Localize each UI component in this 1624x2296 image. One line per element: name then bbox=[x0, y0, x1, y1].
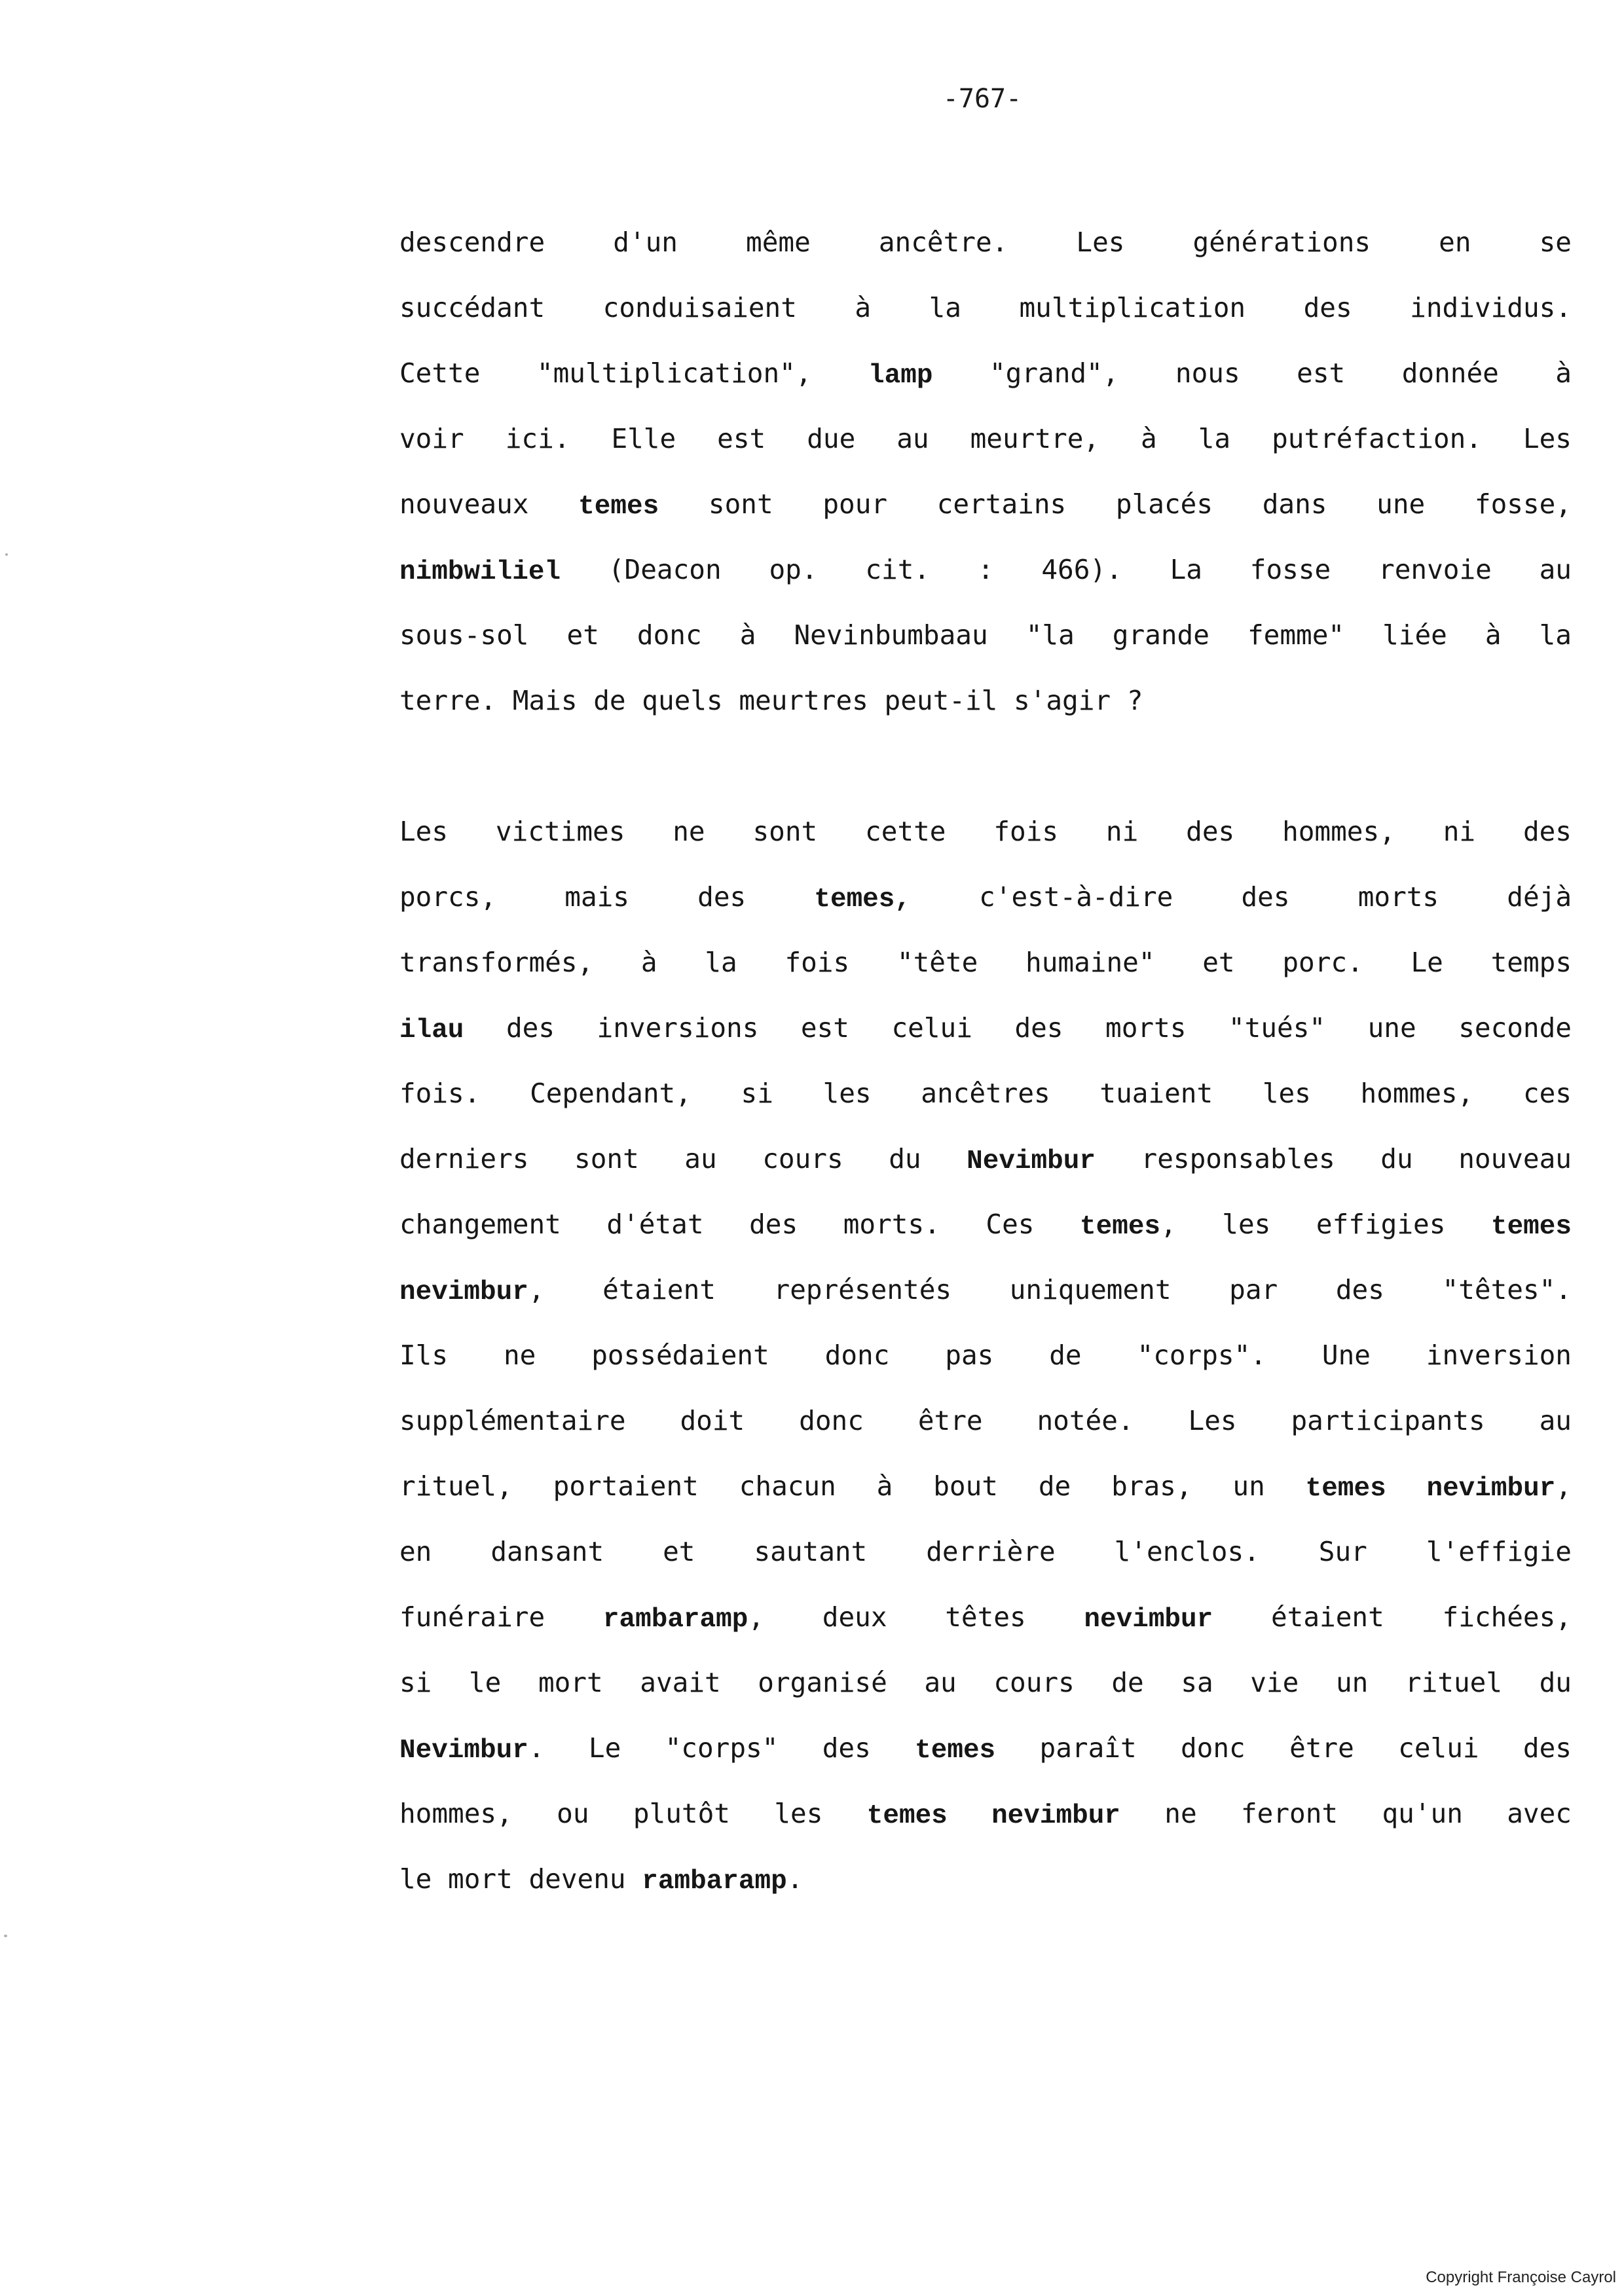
text-line bbox=[399, 1388, 1572, 1453]
vernacular-term: ilau bbox=[399, 1015, 464, 1046]
text-run: , les effigies bbox=[1160, 1209, 1491, 1240]
vernacular-term: nevimbur bbox=[399, 1277, 528, 1307]
text-run: derniers sont au cours du bbox=[399, 1143, 967, 1175]
text-run: le mort devenu bbox=[399, 1863, 642, 1895]
vernacular-term: temes bbox=[915, 1736, 996, 1766]
text-run: rituel, portaient chacun à bout de bras, un bbox=[399, 1470, 1306, 1502]
vernacular-term: lamp bbox=[868, 361, 933, 391]
text-run: Les victimes ne sont cette fois ni des hommes, ni des bbox=[399, 816, 1572, 847]
vernacular-term: rambaramp bbox=[602, 1605, 748, 1635]
text-line bbox=[399, 471, 1572, 537]
text-run: c'est-à-dire des morts déjà bbox=[910, 881, 1572, 913]
text-run: succédant conduisaient à la multiplication des individus. bbox=[399, 292, 1572, 323]
vernacular-term: temes bbox=[1080, 1212, 1161, 1242]
text-run: Ils ne possédaient donc pas de "corps". Une inversion bbox=[399, 1339, 1572, 1371]
paragraph-gap bbox=[399, 733, 1572, 799]
text-line bbox=[399, 995, 1572, 1061]
text-run: sous-sol et donc à Nevinbumbaau "la grande femme" liée à la bbox=[399, 619, 1572, 651]
text-run: supplémentaire doit donc être notée. Les participants au bbox=[399, 1405, 1572, 1436]
vernacular-term: Nevimbur bbox=[967, 1146, 1096, 1176]
text-line bbox=[399, 210, 1572, 275]
vernacular-term: temes nevimbur bbox=[866, 1801, 1120, 1831]
body-text bbox=[399, 210, 1572, 1912]
text-line bbox=[399, 1257, 1572, 1322]
text-line bbox=[399, 1519, 1572, 1584]
text-run: , bbox=[1555, 1470, 1572, 1502]
text-line bbox=[399, 340, 1572, 406]
text-run: (Deacon op. cit. : 466). La fosse renvoie au bbox=[561, 554, 1572, 585]
text-line bbox=[399, 864, 1572, 930]
text-run: hommes, ou plutôt les bbox=[399, 1798, 867, 1829]
text-line bbox=[399, 537, 1572, 602]
vernacular-term: rambaramp bbox=[642, 1867, 787, 1897]
vernacular-term: temes nevimbur bbox=[1305, 1474, 1556, 1504]
vernacular-term: nevimbur bbox=[1084, 1605, 1213, 1635]
text-line bbox=[399, 406, 1572, 471]
text-run: responsables du nouveau bbox=[1095, 1143, 1572, 1175]
vernacular-term: nimbwiliel bbox=[399, 557, 561, 587]
text-line bbox=[399, 1584, 1572, 1650]
vernacular-term: temes bbox=[1490, 1212, 1572, 1242]
text-line bbox=[399, 1061, 1572, 1126]
text-run: "grand", nous est donnée à bbox=[932, 357, 1572, 389]
scan-speck bbox=[4, 1935, 7, 1937]
text-run: terre. Mais de quels meurtres peut-il s'agir ? bbox=[399, 685, 1143, 716]
scan-speck bbox=[5, 553, 8, 556]
page-number: -767- bbox=[942, 84, 1022, 114]
vernacular-term: temes bbox=[578, 492, 659, 522]
text-line bbox=[399, 1453, 1572, 1519]
text-run: nouveaux bbox=[399, 488, 579, 520]
text-run: sont pour certains placés dans une fosse, bbox=[659, 488, 1572, 520]
text-line bbox=[399, 668, 1572, 733]
copyright-notice: Copyright Françoise Cayrol bbox=[1426, 2269, 1616, 2286]
text-line bbox=[399, 1715, 1572, 1781]
text-run: paraît donc être celui des bbox=[995, 1732, 1572, 1764]
text-line bbox=[399, 1322, 1572, 1388]
text-line bbox=[399, 1846, 1572, 1912]
text-run: voir ici. Elle est due au meurtre, à la putréfaction. Les bbox=[399, 423, 1572, 454]
vernacular-term: temes, bbox=[814, 884, 911, 915]
text-run: . Le "corps" des bbox=[528, 1732, 915, 1764]
text-run: fois. Cependant, si les ancêtres tuaient les hommes, ces bbox=[399, 1078, 1572, 1109]
text-run: si le mort avait organisé au cours de sa vie un rituel du bbox=[399, 1667, 1572, 1698]
text-run: descendre d'un même ancêtre. Les générations en se bbox=[399, 227, 1572, 258]
text-line bbox=[399, 275, 1572, 340]
text-run: funéraire bbox=[399, 1601, 603, 1633]
text-run: en dansant et sautant derrière l'enclos. Sur l'effigie bbox=[399, 1536, 1572, 1567]
text-line bbox=[399, 930, 1572, 995]
text-run: changement d'état des morts. Ces bbox=[399, 1209, 1080, 1240]
text-run: . bbox=[786, 1863, 803, 1895]
text-run: porcs, mais des bbox=[399, 881, 815, 913]
text-line bbox=[399, 799, 1572, 864]
text-run: ne feront qu'un avec bbox=[1120, 1798, 1572, 1829]
text-run: , deux têtes bbox=[748, 1601, 1084, 1633]
text-line bbox=[399, 1192, 1572, 1257]
text-run: étaient fichées, bbox=[1213, 1601, 1572, 1633]
text-run: , étaient représentés uniquement par des "têtes". bbox=[528, 1274, 1572, 1305]
text-line bbox=[399, 602, 1572, 668]
text-run: transformés, à la fois "tête humaine" et porc. Le temps bbox=[399, 947, 1572, 978]
paragraph bbox=[399, 799, 1572, 1912]
text-line bbox=[399, 1781, 1572, 1846]
text-line bbox=[399, 1126, 1572, 1192]
text-line bbox=[399, 1650, 1572, 1715]
vernacular-term: Nevimbur bbox=[399, 1736, 528, 1766]
paragraph bbox=[399, 210, 1572, 733]
text-run: Cette "multiplication", bbox=[399, 357, 869, 389]
text-run: des inversions est celui des morts "tués" une seconde bbox=[464, 1012, 1572, 1044]
